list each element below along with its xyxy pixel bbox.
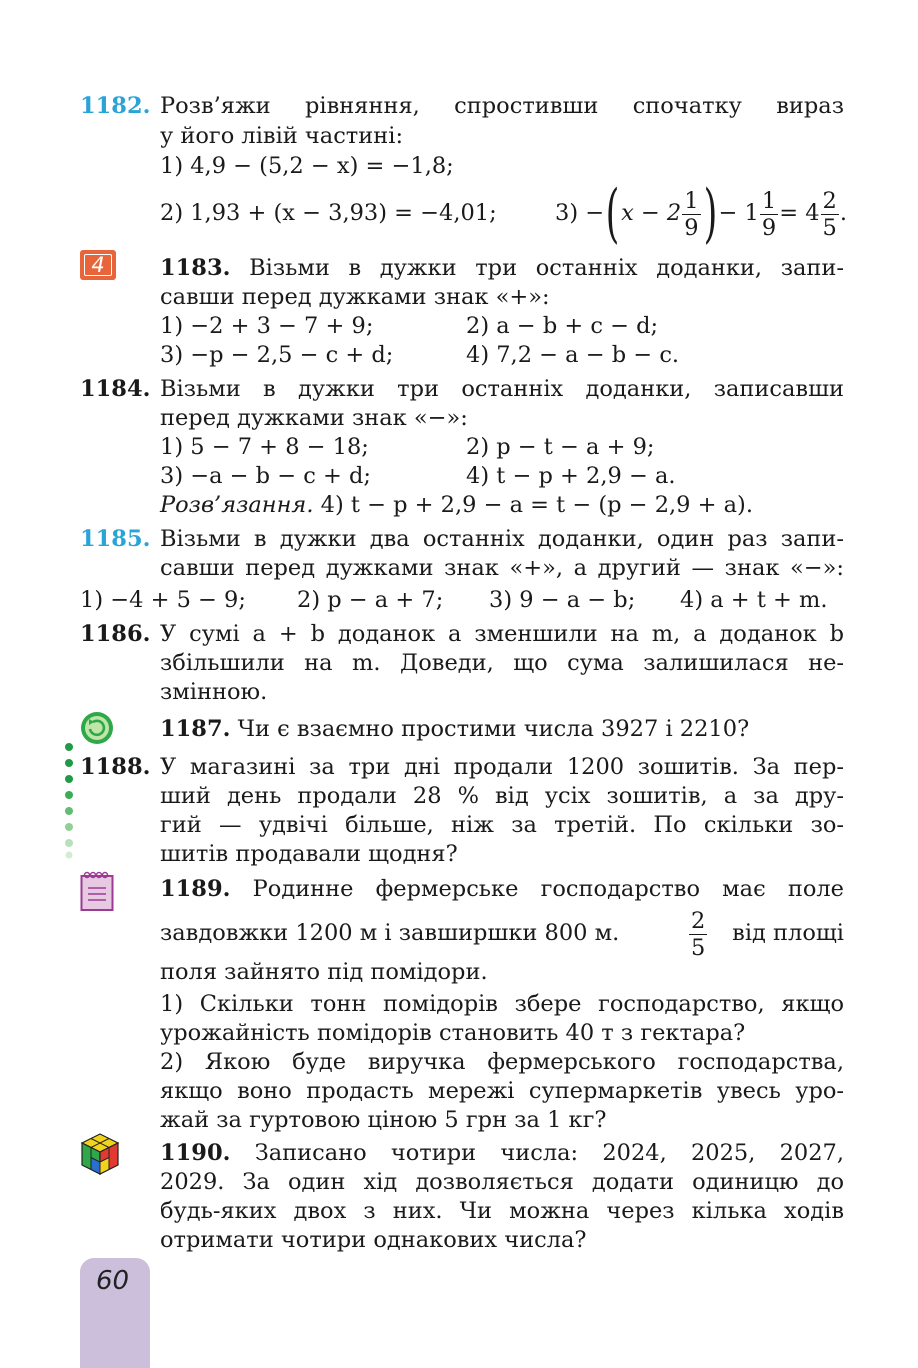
problem-1189-line-7: якщо воно продасть мережі супермаркетів увесь уро-: [160, 1078, 844, 1104]
problem-1184-solution: Розв’язання. 4) t − p + 2,9 − a = t − (p − 2,9 + a).: [160, 492, 753, 518]
problem-1182-equation-1: 1) 4,9 − (5,2 − x) = −1,8;: [160, 153, 454, 179]
fraction-2-5: $\frac{2}{5}$: [822, 187, 837, 241]
problem-1187-line-1: 1187. Чи є взаємно простими числа 3927 і 2210?: [160, 716, 750, 742]
repeat-icon: [80, 711, 114, 745]
problem-1184-item-1: 1) 5 − 7 + 8 − 18;: [160, 434, 369, 460]
eq3-term: x − 2: [621, 200, 682, 226]
rubik-cube-icon: [80, 1132, 120, 1176]
eq3-equals: = 4: [779, 200, 820, 226]
fraction-1-9-a: $\frac{1}{9}$: [684, 187, 699, 241]
problem-1184-item-2: 2) p − t − a + 9;: [466, 434, 655, 460]
problem-1183-line-2: савши перед дужками знак «+»:: [160, 284, 550, 310]
right-paren-icon: ): [703, 177, 717, 251]
notebook-icon: [80, 870, 114, 912]
problem-1190-line-3: будь-яких двох з них. Чи можна через кілька ходів: [160, 1198, 844, 1224]
problem-number-1183: 1183.: [160, 255, 231, 281]
problem-1189-line-1: 1189. Родинне фермерське господарство має поле: [160, 876, 845, 902]
problem-1189-line-6: 2) Якою буде виручка фермерського господарства,: [160, 1049, 844, 1075]
level-4-badge: 4: [80, 250, 116, 280]
problem-1182-equation-2: 2) 1,93 + (x − 3,93) = −4,01;: [160, 200, 497, 226]
problem-1183-item-2: 2) a − b + c − d;: [466, 313, 659, 339]
problem-1189-line-5: урожайність помідорів становить 40 т з гектара?: [160, 1020, 746, 1046]
problem-1186-line-3: змінною.: [160, 679, 268, 705]
problem-1184-item-4: 4) t − p + 2,9 − a.: [466, 463, 676, 489]
problem-1185-line-2: савши перед дужками знак «+», а другий — знак «−»:: [160, 555, 844, 581]
problem-1188-line-2: ший день продали 28 % від усіх зошитів, а за дру-: [160, 783, 844, 809]
problem-number-1186: 1186.: [80, 621, 151, 647]
problem-number-1188: 1188.: [80, 754, 151, 780]
problem-1185-item-2: 2) p − a + 7;: [297, 587, 444, 613]
problem-1186-line-2: збільшили на m. Доведи, що сума залишилася не-: [160, 650, 844, 676]
problem-number-1184: 1184.: [80, 376, 151, 402]
problem-1183-item-4: 4) 7,2 − a − b − c.: [466, 342, 680, 368]
problem-1183-item-1: 1) −2 + 3 − 7 + 9;: [160, 313, 374, 339]
problem-number-1185: 1185.: [80, 526, 151, 552]
problem-number-1187: 1187.: [160, 716, 231, 742]
progress-dots-icon: [64, 742, 74, 860]
problem-1190-line-2: 2029. За один хід дозволяється додати одиницю до: [160, 1169, 844, 1195]
problem-1182-line-1: Розв’яжи рівняння, спростивши спочатку вираз: [160, 93, 844, 119]
problem-1182-equation-3: 3) −(x − 2 $\frac{1}{9}$ )− 1 $\frac{1}{9}$ = 4 $\frac{2}{5}$ .: [555, 177, 848, 251]
problem-1185-line-1: Візьми в дужки два останніх доданки, один раз запи-: [160, 526, 844, 552]
problem-1190-line-1: 1190. Записано чотири числа: 2024, 2025, 2027,: [160, 1140, 844, 1166]
fraction-2-5-b: $\frac{2}{5}$: [691, 907, 706, 961]
problem-1189-line-4: 1) Скільки тонн помідорів збере господарство, якщо: [160, 991, 844, 1017]
problem-1185-item-4: 4) a + t + m.: [680, 587, 828, 613]
problem-1189-line-2b: від площі: [732, 920, 844, 946]
problem-number-1182: 1182.: [80, 93, 151, 119]
problem-1182-line-2: у його лівій частині:: [160, 123, 404, 149]
problem-1188-line-4: шитів продавали щодня?: [160, 841, 458, 867]
problem-1189-line-2a: завдовжки 1200 м і завширшки 800 м.: [160, 920, 620, 946]
left-paren-icon: (: [605, 177, 620, 251]
problem-number-1190: 1190.: [160, 1140, 231, 1166]
problem-1186-line-1: У сумі a + b доданок a зменшили на m, а доданок b: [160, 621, 844, 647]
problem-1183-item-3: 3) −p − 2,5 − c + d;: [160, 342, 394, 368]
solution-label: Розв’язання.: [160, 492, 314, 518]
page-number: 60: [96, 1266, 130, 1296]
problem-1184-item-3: 3) −a − b − c + d;: [160, 463, 371, 489]
problem-1190-line-4: отримати чотири однакових числа?: [160, 1227, 587, 1253]
eq3-prefix: 3) −: [555, 200, 605, 226]
fraction-1-9-b: $\frac{1}{9}$: [761, 187, 777, 241]
eq3-minus: − 1: [718, 200, 759, 226]
problem-1183-line-1: 1183. Візьми в дужки три останніх доданки, запи-: [160, 255, 844, 281]
problem-1188-line-1: У магазині за три дні продали 1200 зошитів. За пер-: [160, 754, 844, 780]
problem-1189-line-3: поля зайнято під помідори.: [160, 959, 488, 985]
problem-number-1189: 1189.: [160, 876, 231, 902]
problem-1185-item-1: 1) −4 + 5 − 9;: [80, 587, 246, 613]
problem-1185-item-3: 3) 9 − a − b;: [489, 587, 636, 613]
problem-1184-line-2: перед дужками знак «−»:: [160, 405, 468, 431]
problem-1189-line-8: жай за гуртовою ціною 5 грн за 1 кг?: [160, 1107, 607, 1133]
problem-1184-line-1: Візьми в дужки три останніх доданки, записавши: [160, 376, 844, 402]
problem-1188-line-3: гий — удвічі більше, ніж за третій. По скільки зо-: [160, 812, 844, 838]
